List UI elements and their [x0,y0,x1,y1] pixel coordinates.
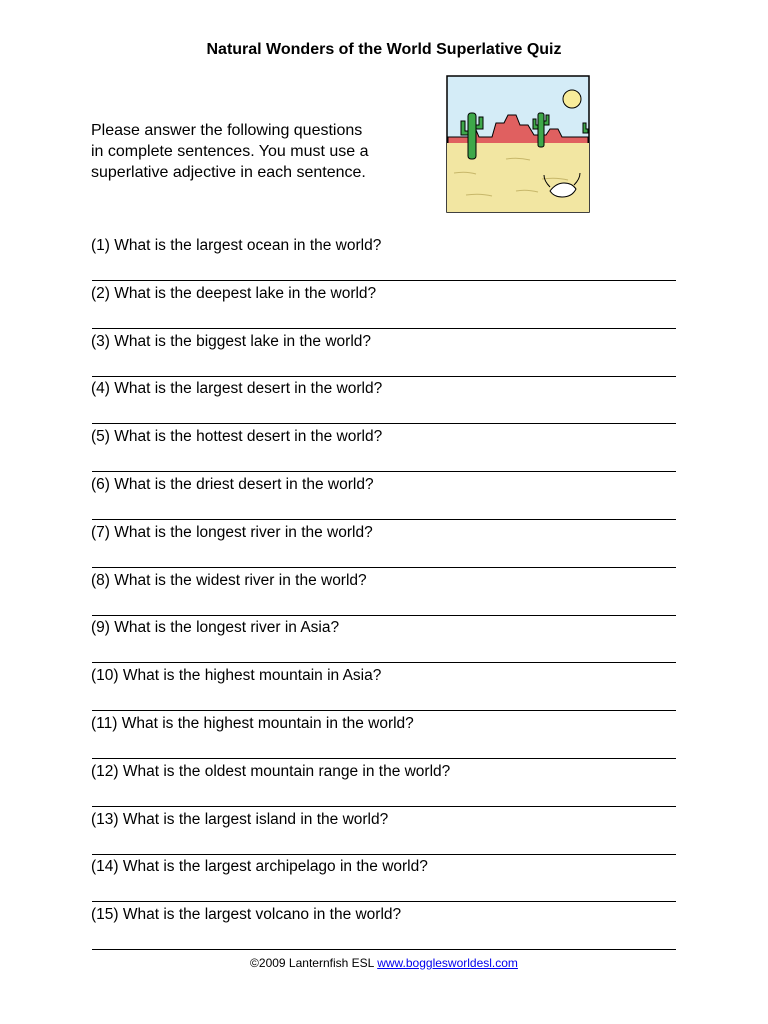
question-7: (7) What is the longest river in the world? [91,523,373,541]
instructions [91,120,411,183]
footer [0,956,768,970]
answer-line-9[interactable] [92,662,676,663]
question-2: (2) What is the deepest lake in the world? [91,284,377,302]
answer-line-7[interactable] [92,567,676,568]
question-13: (13) What is the largest island in the world? [91,810,389,828]
answer-line-13[interactable] [92,854,676,855]
answer-line-3[interactable] [92,376,676,377]
instruction-line: in complete sentences. You must use a [91,143,369,160]
question-5: (5) What is the hottest desert in the world? [91,428,383,446]
answer-line-10[interactable] [92,710,676,711]
question-15: (15) What is the largest volcano in the world? [91,906,402,924]
question-10: (10) What is the highest mountain in Asia? [91,667,382,685]
answer-line-6[interactable] [92,519,676,520]
worksheet-title: Natural Wonders of the World Superlative Quiz [206,41,562,58]
copyright-text: ©2009 Lanternfish ESL [250,956,378,970]
website-link[interactable]: www.bogglesworldesl.com [377,956,518,970]
instruction-line: Please answer the following questions [91,122,363,139]
answer-line-11[interactable] [92,758,676,759]
answer-line-15[interactable] [92,949,676,950]
answer-line-1[interactable] [92,280,676,281]
answer-line-8[interactable] [92,615,676,616]
answer-line-12[interactable] [92,806,676,807]
question-3: (3) What is the biggest lake in the world? [91,332,371,350]
answer-line-2[interactable] [92,328,676,329]
answer-line-5[interactable] [92,471,676,472]
question-1: (1) What is the largest ocean in the world? [91,237,382,254]
question-11: (11) What is the highest mountain in the world? [91,715,414,732]
answer-line-14[interactable] [92,901,676,902]
question-12: (12) What is the oldest mountain range in the world? [91,762,451,780]
question-9: (9) What is the longest river in Asia? [91,619,340,637]
question-8: (8) What is the widest river in the world? [91,571,367,589]
question-14: (14) What is the largest archipelago in the world? [91,858,428,876]
instruction-line: superlative adjective in each sentence. [91,164,366,181]
answer-line-4[interactable] [92,423,676,424]
question-6: (6) What is the driest desert in the world? [91,476,374,493]
desert-illustration [446,75,590,213]
sun-icon [563,90,581,108]
question-4: (4) What is the largest desert in the world? [91,380,383,398]
